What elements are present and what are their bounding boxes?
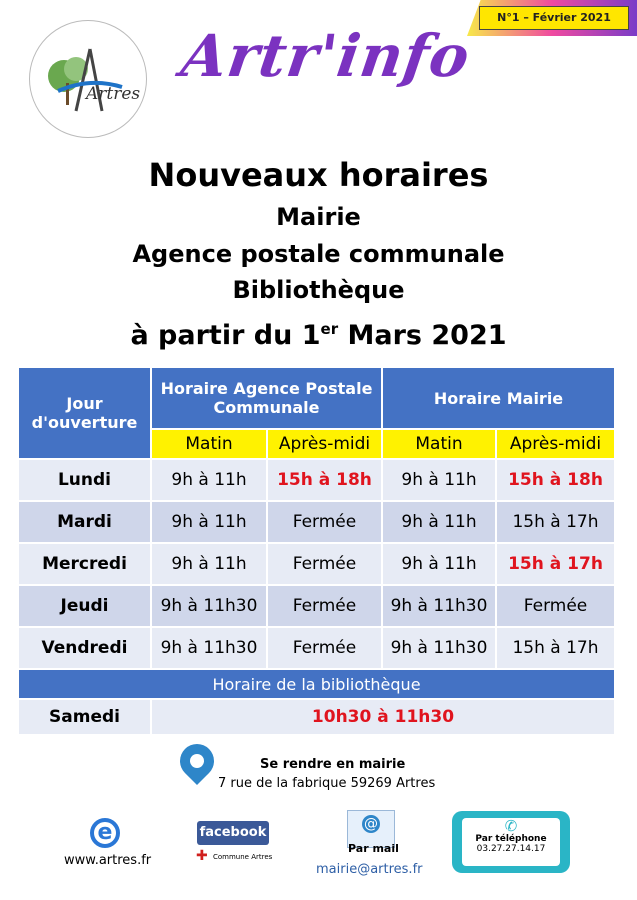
subtitle-agence: Agence postale communale — [132, 240, 505, 268]
hours-cell: 9h à 11h — [382, 543, 496, 585]
issue-badge: N°1 – Février 2021 — [479, 6, 629, 30]
col-day-header: Jour d'ouverture — [18, 367, 151, 459]
hours-cell: Fermée — [267, 501, 382, 543]
red-cross-icon: ✚ — [196, 848, 208, 864]
effective-date — [0, 320, 637, 351]
hours-cell: 9h à 11h — [382, 501, 496, 543]
internet-explorer-icon: e — [90, 818, 120, 848]
location-pin-dot — [190, 754, 204, 768]
table-row — [18, 543, 615, 585]
hours-cell: 9h à 11h30 — [382, 585, 496, 627]
date-suffix: Mars 2021 — [338, 320, 507, 351]
par-telephone-label: Par téléphone — [475, 834, 547, 844]
day-cell: Jeudi — [18, 585, 151, 627]
sub-header: Après-midi — [496, 429, 615, 459]
subtitle-bibliotheque: Bibliothèque — [232, 276, 405, 304]
hours-cell: 9h à 11h — [382, 459, 496, 501]
phone-screen — [462, 818, 560, 866]
hours-cell: 15h à 17h — [496, 543, 615, 585]
brand-title: Artr'info — [177, 22, 475, 90]
table-row — [18, 585, 615, 627]
hours-cell: 9h à 11h — [151, 501, 267, 543]
hours-cell: Fermée — [496, 585, 615, 627]
par-mail-label: Par mail — [348, 842, 399, 855]
col-agency-header: Horaire Agence Postale Communale — [151, 367, 382, 429]
sub-header: Matin — [151, 429, 267, 459]
phone-handset-icon: ✆ — [504, 817, 518, 835]
day-cell: Lundi — [18, 459, 151, 501]
date-prefix: à partir du 1 — [130, 320, 321, 351]
hours-cell: 9h à 11h30 — [382, 627, 496, 669]
hours-cell: 9h à 11h — [151, 459, 267, 501]
hours-cell: 9h à 11h30 — [151, 627, 267, 669]
library-header: Horaire de la bibliothèque — [18, 669, 615, 699]
library-hours: 10h30 à 11h30 — [151, 699, 615, 735]
date-sup: er — [320, 320, 339, 338]
logo-text: Artres — [86, 84, 141, 104]
table-row — [18, 699, 615, 735]
day-cell: Mardi — [18, 501, 151, 543]
sub-header: Matin — [382, 429, 496, 459]
hours-cell: 15h à 17h — [496, 627, 615, 669]
day-cell: Samedi — [18, 699, 151, 735]
website-link[interactable]: www.artres.fr — [64, 853, 152, 868]
hours-cell: Fermée — [267, 585, 382, 627]
subtitle-mairie: Mairie — [276, 203, 361, 231]
go-title: Se rendre en mairie — [260, 757, 406, 772]
hours-cell: 9h à 11h — [151, 543, 267, 585]
table-row — [18, 627, 615, 669]
hours-cell: 15h à 18h — [496, 459, 615, 501]
hours-cell: 15h à 18h — [267, 459, 382, 501]
col-mairie-header: Horaire Mairie — [382, 367, 615, 429]
hours-cell: 9h à 11h30 — [151, 585, 267, 627]
day-cell: Vendredi — [18, 627, 151, 669]
mail-icon: @ — [347, 810, 395, 848]
artres-logo — [29, 20, 147, 138]
sub-header: Après-midi — [267, 429, 382, 459]
email-link[interactable]: mairie@artres.fr — [316, 862, 423, 877]
day-cell: Mercredi — [18, 543, 151, 585]
hours-cell: Fermée — [267, 543, 382, 585]
hours-table — [17, 366, 616, 736]
table-row — [18, 459, 615, 501]
headline: Nouveaux horaires — [148, 156, 489, 194]
facebook-logo[interactable]: facebook — [197, 821, 269, 845]
hours-cell: 15h à 17h — [496, 501, 615, 543]
table-row — [18, 501, 615, 543]
hours-cell: Fermée — [267, 627, 382, 669]
facebook-page-name: Commune Artres — [213, 853, 273, 861]
address: 7 rue de la fabrique 59269 Artres — [218, 776, 436, 791]
phone-number[interactable]: 03.27.27.14.17 — [476, 844, 546, 854]
